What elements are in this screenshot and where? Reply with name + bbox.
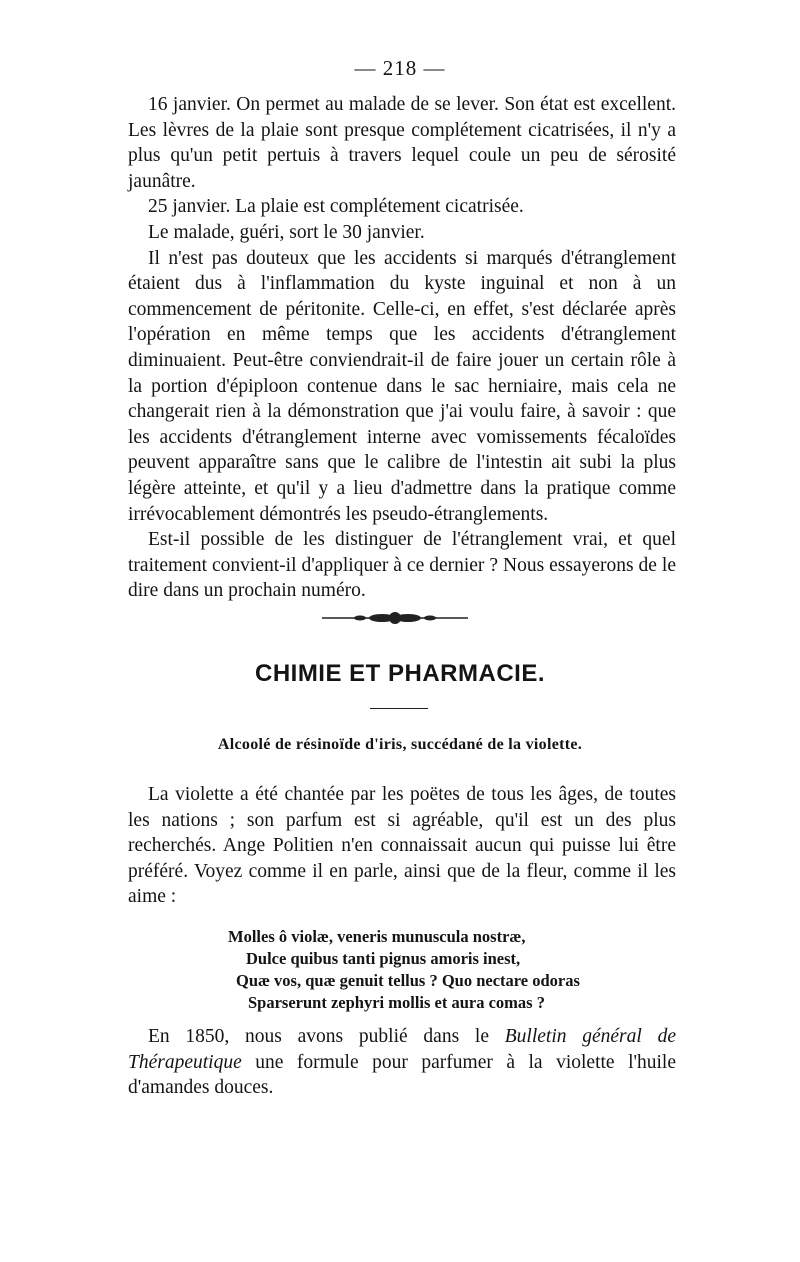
article-text-top [128,92,676,604]
paragraph-malade-gueri: Le malade, guéri, sort le 30 janvier. [148,221,425,243]
paragraph-1850-start: En 1850, nous avons publié dans le [148,1026,505,1047]
page-number: — 218 — [354,56,446,80]
heading-rule [370,708,428,709]
latin-verse [228,926,580,1014]
verse-line: Quæ vos, quæ genuit tellus ? Quo nectare odoras [236,971,580,990]
paragraph-16-janvier: 16 janvier. On permet au malade de se lever. Son état est excellent. Les lèvres de la plaie sont presque complétement cicatrisées, il n'y a plus qu'un petit pertuis à travers lequel coule un peu de sérosité jaunâtre. [128,94,676,192]
ornamental-separator [320,608,470,628]
paragraph-1850 [128,1024,676,1101]
journal-title: Bulletin général de Thérapeutique [128,1026,676,1073]
section-heading: CHIMIE ET PHARMACIE. [254,660,545,687]
article-text-final [128,1024,676,1101]
paragraph-25-janvier: 25 janvier. La plaie est complétement cicatrisée. [148,196,524,218]
paragraph-discussion: Il n'est pas douteux que les accidents si marqués d'étranglement étaient dus à l'inflammation du kyste inguinal et non à un commencement de péritonite. Celle-ci, en effet, s'est déclarée après l'opération en même temps que les accidents d'étranglement diminuaient. Peut-être conviendrait-il de faire jouer un certain rôle à la portion d'épiploon contenue dans le sac herniaire, mais cela ne changerait rien à la démonstration que j'ai voulu faire, à savoir : que les accidents d'étranglement interne avec vomissements fécaloïdes peuvent apparaître sans que le calibre de l'intestin ait subi la plus légère atteinte, et qu'il y a lieu d'admettre dans la pratique comme irrévocablement démontrés les pseudo-étranglements. [128,247,676,525]
verse-line: Molles ô violæ, veneris munuscula nostræ, [228,927,526,946]
paragraph-1850-end: une formule pour parfumer à la violette l'huile d'amandes douces. [128,1051,676,1099]
subheading: Alcoolé de résinoïde d'iris, succédané de la violette. [217,736,583,753]
verse-line: Dulce quibus tanti pignus amoris inest, [246,949,521,968]
article-text-violette [128,782,676,910]
paragraph-violette: La violette a été chantée par les poëtes de tous les âges, de toutes les nations ; son parfum est si agréable, qu'il est un des plus recherchés. Ange Politien n'en connaissait aucun qui puisse lui être préféré. Voyez comme il en parle, ainsi que de la fleur, comme il les aime : [128,784,676,908]
verse-line: Sparserunt zephyri mollis et aura comas ? [248,993,545,1012]
paragraph-question: Est-il possible de les distinguer de l'étranglement vrai, et quel traitement convient-il d'appliquer à ce dernier ? Nous essayerons de le dire dans un prochain numéro. [128,529,676,602]
